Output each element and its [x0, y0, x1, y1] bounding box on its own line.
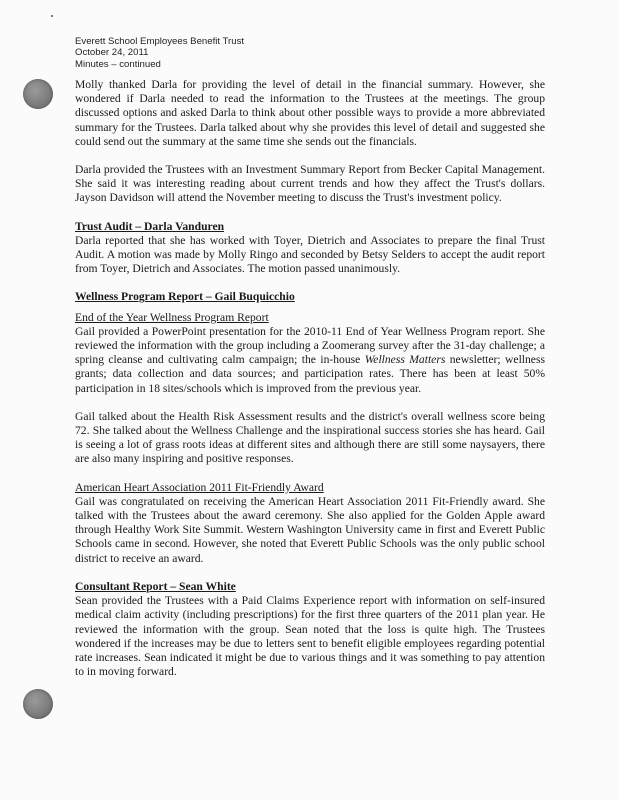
- consultant-body: Sean provided the Trustees with a Paid Claims Experience report with information on self-insured medical claim activity (including prescriptions) for the first three quarters of the 2011 plan year. He reviewed the information with the group. Sean noted that the loss is quite high. The Trustees wondered if the increases may be due to letters sent to benefit eligible employees regarding potential rate increases. Sean indicated it might be due to various things and it was something to pay attention to in moving forward.: [75, 594, 545, 679]
- minutes-body: [75, 78, 545, 693]
- header-org: Everett School Employees Benefit Trust: [75, 36, 245, 47]
- newsletter-title: Wellness Matters: [364, 353, 446, 367]
- paragraph-investment-summary: Darla provided the Trustees with an Investment Summary Report from Becker Capital Management. She said it was interesting reading about current trends and how they affect the Trust's dollars. Jayson Davidson will attend the November meeting to discuss the Trust's investment policy.: [75, 163, 545, 205]
- section-trust-audit: [75, 220, 545, 277]
- punch-hole-bottom: [23, 689, 53, 719]
- paragraph-financial-summary: Molly thanked Darla for providing the level of detail in the financial summary. However, she wondered if Darla needed to read the information to the Trustees at the meetings. The group discussed options and asked Darla to think about other possible ways to provide a more abbreviated summary for the Trustees. Darla talked about why she provides this level of detail and suggested she could send out the summary at the same time she sends out the financials.: [75, 78, 545, 148]
- wellness-eoy-body: Gail provided a PowerPoint presentation for the 2010-11 End of Year Wellness Program report. She reviewed the information with the group including a Zoomerang survey after the 31-day challenge; a spring cleanse and cultivating calm campaign; the in-house Wellness Matters newsletter; wellness grants; data collection and data sources; and participation rates. There has been at least 50% participation in 18 sites/schools which is improved from the previous year.: [75, 324, 545, 395]
- punch-hole-top: [23, 79, 53, 109]
- consultant-heading: Consultant Report – Sean White: [75, 579, 236, 593]
- scan-speck: [51, 15, 53, 17]
- wellness-aha-body: Gail was congratulated on receiving the American Heart Association 2011 Fit-Friendly award. She talked with the Trustees about the award ceremony. She also applied for the Golden Apple award through Healthy Work Site Summit. Western Washington University came in first and Everett Public Schools came in second. However, she noted that Everett Public Schools was the only public school district to receive an award.: [75, 494, 545, 565]
- page-header: [75, 36, 244, 70]
- wellness-aha-subheading: American Heart Association 2011 Fit-Friendly Award: [75, 480, 324, 494]
- header-date: October 24, 2011: [75, 47, 149, 59]
- wellness-heading: Wellness Program Report – Gail Buquicchio: [75, 290, 295, 304]
- wellness-eoy-subheading: End of the Year Wellness Program Report: [75, 310, 269, 324]
- section-consultant: [75, 580, 545, 679]
- header-subtitle: Minutes – continued: [75, 58, 161, 70]
- section-wellness: [75, 290, 545, 565]
- trust-audit-body: Darla reported that she has worked with Toyer, Dietrich and Associates to prepare the final Trust Audit. A motion was made by Molly Ringo and seconded by Betsy Selders to accept the audit report from Toyer, Dietrich and Associates. The motion passed unanimously.: [75, 233, 545, 276]
- wellness-hra-body: Gail talked about the Health Risk Assessment results and the district's overall wellness score being 72. She talked about the Wellness Challenge and the inspirational success stories she has heard. Gail is seeing a lot of grass roots ideas at different sites and although there are still some naysayers, there are also many inspiring and positive responses.: [75, 409, 545, 466]
- trust-audit-heading: Trust Audit – Darla Vanduren: [75, 219, 225, 233]
